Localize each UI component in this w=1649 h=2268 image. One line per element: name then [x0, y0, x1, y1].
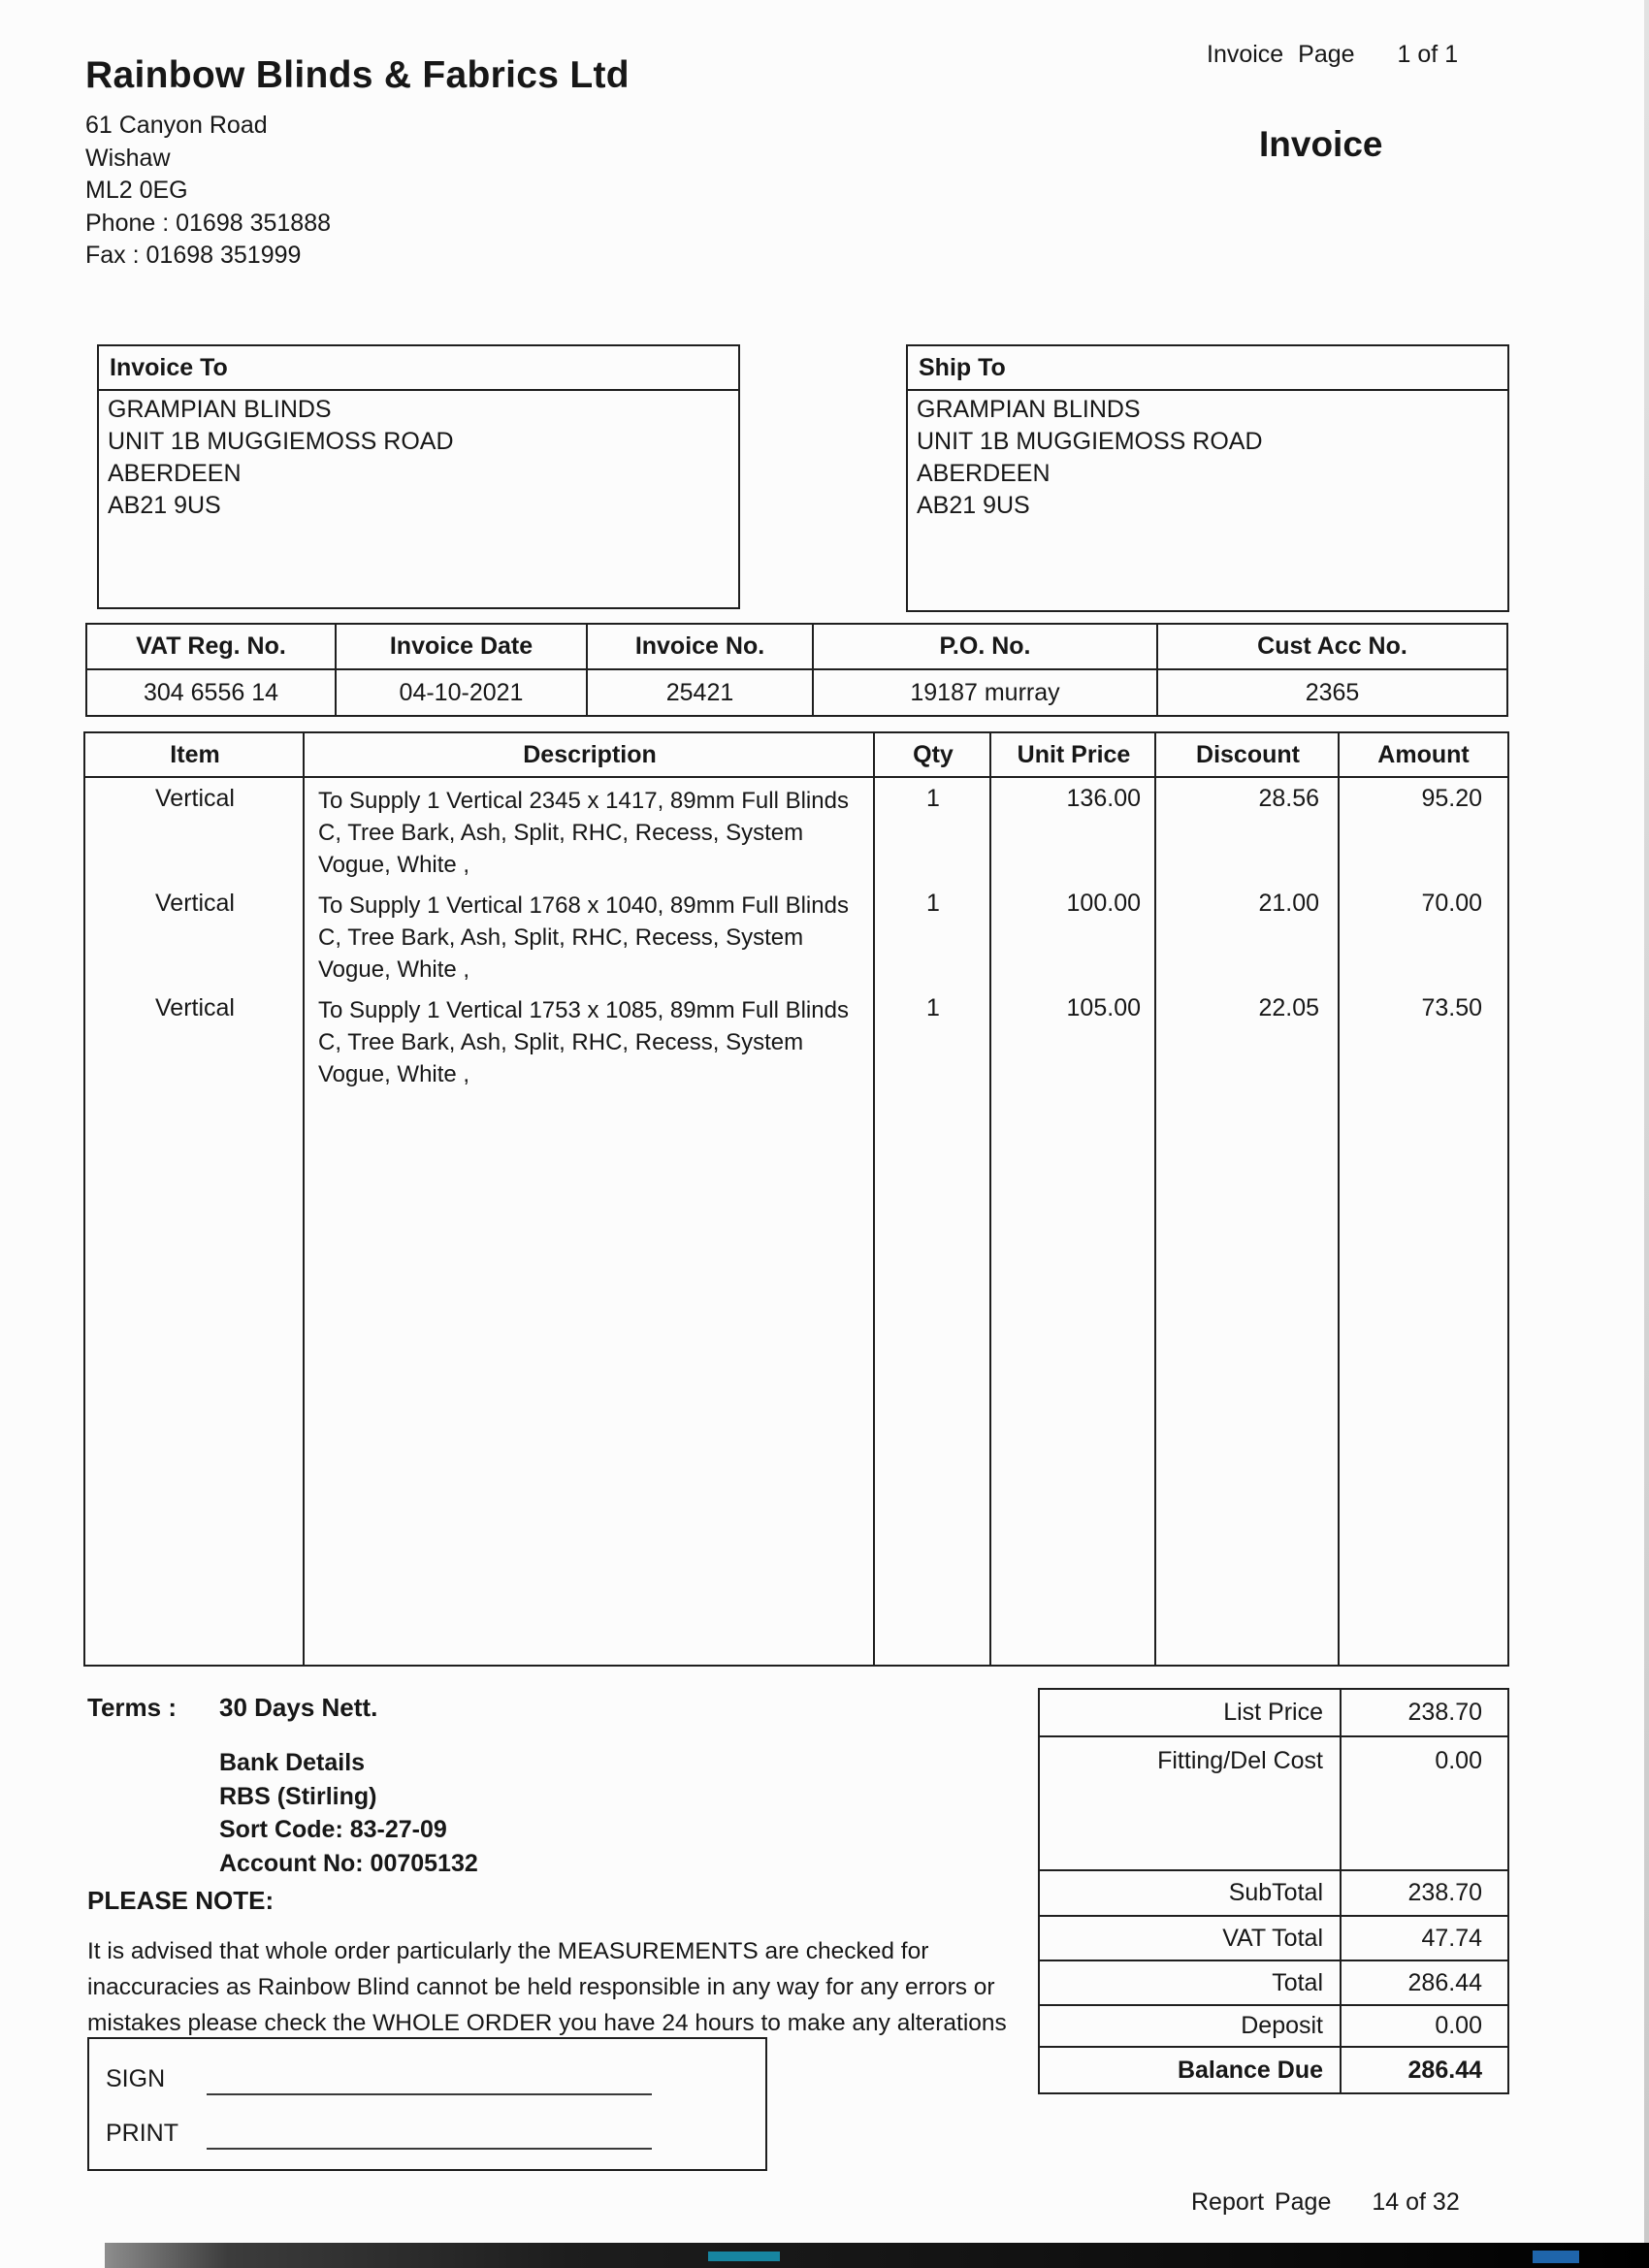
address-line: UNIT 1B MUGGIEMOSS ROAD [917, 428, 1263, 455]
item-cell-type: Vertical [155, 994, 235, 1021]
items-header-qty: Qty [913, 740, 954, 768]
terms-label: Terms : [87, 1693, 177, 1722]
ship-to-box [906, 344, 1509, 612]
invoice-to-address [99, 391, 738, 525]
meta-value-invoice-date: 04-10-2021 [337, 670, 588, 715]
invoice-page-value: 1 of 1 [1397, 41, 1459, 68]
invoice-to-box [97, 344, 740, 609]
sign-row [106, 2058, 746, 2095]
items-header-description: Description [523, 740, 657, 768]
note-line: mistakes please check the WHOLE ORDER you have 24 hours to make any alterations [87, 2010, 1007, 2036]
please-note-body [87, 1933, 1007, 2041]
company-address [85, 110, 630, 273]
item-cell-description: To Supply 1 Vertical 1768 x 1040, 89mm Full Blinds C, Tree Bark, Ash, Split, RHC, Recess, System Vogue, White , [318, 892, 849, 983]
terms-value: 30 Days Nett. [219, 1693, 378, 1722]
totals-value: 238.70 [1407, 1699, 1482, 1726]
address-line: AB21 9US [108, 492, 221, 519]
item-cell-amount: 95.20 [1421, 785, 1482, 812]
totals-value: 286.44 [1407, 2056, 1482, 2084]
item-cell-description: To Supply 1 Vertical 1753 x 1085, 89mm Full Blinds C, Tree Bark, Ash, Split, RHC, Recess, System Vogue, White , [318, 997, 849, 1087]
items-header-item: Item [170, 740, 220, 768]
invoice-to-label: Invoice To [99, 346, 738, 391]
address-line: GRAMPIAN BLINDS [917, 396, 1141, 423]
meta-value-cust-acc: 2365 [1305, 678, 1360, 706]
totals-row-vat-total [1040, 1915, 1507, 1960]
address-line: UNIT 1B MUGGIEMOSS ROAD [108, 428, 454, 455]
totals-box [1038, 1688, 1509, 2094]
table-column-divider [873, 733, 875, 1665]
meta-header-po-no: P.O. No. [814, 625, 1158, 668]
item-cell-qty: 1 [926, 785, 940, 812]
totals-row-subtotal [1040, 1869, 1507, 1915]
item-cell-description: To Supply 1 Vertical 2345 x 1417, 89mm Full Blinds C, Tree Bark, Ash, Split, RHC, Recess, System Vogue, White , [318, 788, 849, 878]
invoice-page-label: Invoice Page [1207, 41, 1355, 68]
table-column-divider [303, 733, 305, 1665]
item-cell-qty: 1 [926, 890, 940, 917]
items-header-row [85, 733, 1507, 778]
item-cell-unit-price: 100.00 [1066, 890, 1141, 917]
totals-value: 0.00 [1435, 1746, 1482, 1774]
bank-name: RBS (Stirling) [219, 1782, 377, 1810]
items-header-amount: Amount [1377, 740, 1470, 768]
company-fax: Fax : 01698 351999 [85, 242, 302, 269]
totals-row-deposit [1040, 2004, 1507, 2046]
scan-artifact-mark [1533, 2251, 1579, 2263]
item-cell-amount: 73.50 [1421, 994, 1482, 1021]
please-note-title: PLEASE NOTE: [87, 1886, 275, 1915]
item-cell-unit-price: 105.00 [1066, 994, 1141, 1021]
invoice-page-indicator [1207, 41, 1458, 69]
company-block [85, 54, 630, 273]
totals-label: List Price [1223, 1699, 1323, 1726]
scan-artifact-mark [708, 2252, 780, 2261]
item-cell-type: Vertical [155, 785, 235, 812]
totals-value: 47.74 [1421, 1924, 1482, 1952]
report-page-value: 14 of 32 [1372, 2188, 1460, 2216]
scan-artifact-strip [105, 2243, 1649, 2268]
table-column-divider [1338, 733, 1340, 1665]
items-body [85, 778, 1507, 1090]
totals-column-divider [1340, 1690, 1342, 2092]
table-row [85, 890, 1507, 986]
bank-account-no: Account No: 00705132 [219, 1849, 478, 1877]
totals-row-fitting-del-cost [1040, 1737, 1507, 1784]
report-page-indicator [1191, 2188, 1460, 2217]
totals-value: 238.70 [1407, 1879, 1482, 1906]
totals-label: SubTotal [1228, 1879, 1323, 1906]
print-row [106, 2113, 746, 2150]
items-header-discount: Discount [1196, 740, 1300, 768]
item-cell-discount: 22.05 [1258, 994, 1319, 1021]
totals-row-total [1040, 1960, 1507, 2004]
company-phone: Phone : 01698 351888 [85, 209, 332, 237]
meta-value-row [87, 670, 1506, 715]
company-address-line: Wishaw [85, 144, 171, 172]
items-table [83, 731, 1509, 1667]
report-page-label: Report Page [1191, 2188, 1332, 2216]
address-line: GRAMPIAN BLINDS [108, 396, 332, 423]
meta-header-invoice-no: Invoice No. [588, 625, 814, 668]
sign-label: SIGN [106, 2065, 166, 2092]
print-line [207, 2121, 652, 2150]
note-line: inaccuracies as Rainbow Blind cannot be held responsible in any way for any errors or [87, 1974, 995, 2000]
totals-label: Deposit [1241, 2012, 1323, 2039]
company-address-line: 61 Canyon Road [85, 112, 268, 139]
bank-sort-code: Sort Code: 83-27-09 [219, 1816, 447, 1843]
meta-value-invoice-no: 25421 [588, 670, 814, 715]
meta-header-invoice-date: Invoice Date [337, 625, 588, 668]
item-cell-discount: 21.00 [1258, 890, 1319, 917]
bank-details-title: Bank Details [219, 1749, 366, 1776]
company-name: Rainbow Blinds & Fabrics Ltd [85, 54, 630, 96]
ship-to-address [908, 391, 1507, 525]
totals-label: VAT Total [1222, 1924, 1323, 1952]
meta-header-vat: VAT Reg. No. [87, 625, 337, 668]
terms-row [87, 1693, 377, 1723]
bank-details [219, 1746, 478, 1880]
sign-line [207, 2066, 652, 2095]
ship-to-label: Ship To [908, 346, 1507, 391]
meta-header-cust-acc: Cust Acc No. [1257, 632, 1407, 660]
item-cell-amount: 70.00 [1421, 890, 1482, 917]
table-row [85, 785, 1507, 881]
items-header-unit-price: Unit Price [1017, 740, 1131, 768]
invoice-meta-table [85, 623, 1508, 717]
table-column-divider [989, 733, 991, 1665]
print-label: PRINT [106, 2120, 178, 2147]
totals-row-list-price [1040, 1690, 1507, 1737]
totals-value: 0.00 [1435, 2012, 1482, 2039]
note-line: It is advised that whole order particularly the MEASUREMENTS are checked for [87, 1938, 929, 1964]
address-line: ABERDEEN [917, 460, 1051, 487]
signature-box [87, 2037, 767, 2171]
totals-row-balance-due [1040, 2046, 1507, 2092]
address-line: AB21 9US [917, 492, 1030, 519]
totals-label: Total [1272, 1968, 1323, 1996]
totals-value: 286.44 [1407, 1968, 1482, 1996]
totals-label: Balance Due [1177, 2056, 1323, 2084]
table-row [85, 994, 1507, 1090]
table-column-divider [1154, 733, 1156, 1665]
meta-header-row [87, 625, 1506, 670]
item-cell-discount: 28.56 [1258, 785, 1319, 812]
address-line: ABERDEEN [108, 460, 242, 487]
document-title: Invoice [1259, 124, 1383, 164]
company-address-line: ML2 0EG [85, 177, 188, 204]
item-cell-unit-price: 136.00 [1066, 785, 1141, 812]
totals-spacer [1040, 1784, 1507, 1869]
meta-value-po-no: 19187 murray [814, 670, 1158, 715]
meta-value-vat: 304 6556 14 [87, 670, 337, 715]
totals-label: Fitting/Del Cost [1157, 1746, 1323, 1774]
item-cell-type: Vertical [155, 890, 235, 917]
item-cell-qty: 1 [926, 994, 940, 1021]
scan-edge-shadow [1644, 0, 1649, 2243]
